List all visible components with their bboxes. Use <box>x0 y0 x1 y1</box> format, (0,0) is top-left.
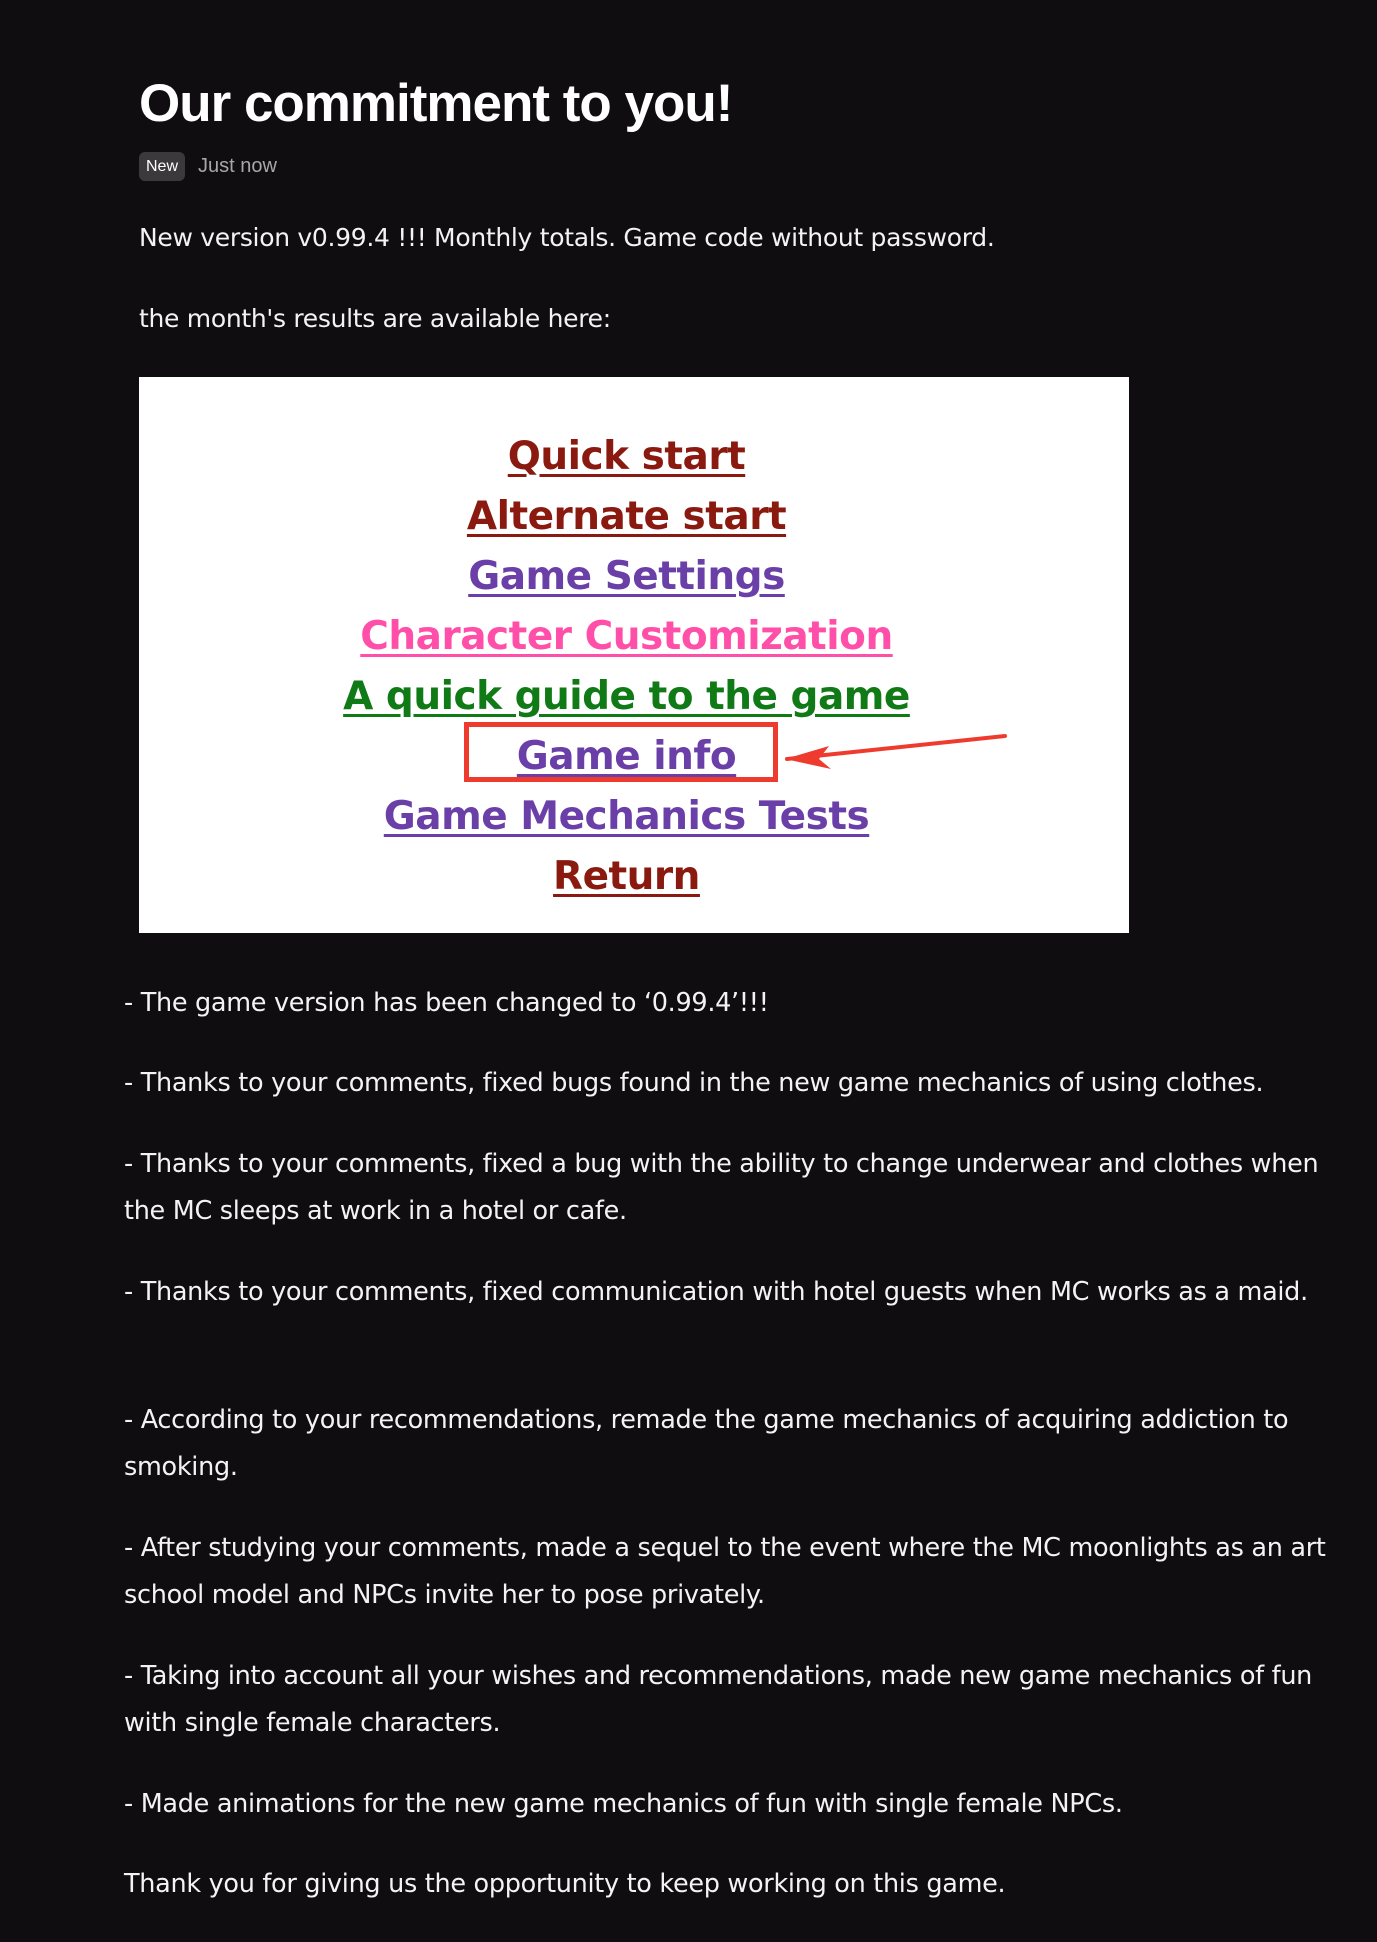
menu-item-game-settings: Game Settings <box>468 554 785 599</box>
post-timestamp: Just now <box>198 154 277 177</box>
results-note: the month's results are available here: <box>139 304 611 333</box>
menu-item-character-customization: Character Customization <box>360 614 893 659</box>
menu-item-alternate-start: Alternate start <box>466 494 787 539</box>
post-meta <box>139 150 277 182</box>
changelog-item: - Made animations for the new game mechanics of fun with single female NPCs. <box>124 1789 1123 1819</box>
closing-note: Thank you for giving us the opportunity to keep working on this game. <box>124 1869 1006 1899</box>
changelog-item: - Taking into account all your wishes and recommendations, made new game mechanics of fun with single female characters. <box>124 1661 1313 1738</box>
game-menu-screenshot[interactable] <box>139 377 1129 933</box>
changelog-item: - According to your recommendations, remade the game mechanics of acquiring addiction to smoking. <box>124 1405 1289 1482</box>
changelog-item: - After studying your comments, made a sequel to the event where the MC moonlights as an art school model and NPCs invite her to pose privately. <box>124 1533 1326 1610</box>
changelog-item: - Thanks to your comments, fixed communication with hotel guests when MC works as a maid. <box>124 1277 1308 1307</box>
highlight-box <box>464 722 778 782</box>
post-title: Our commitment to you! <box>139 74 733 133</box>
menu-item-quick-start: Quick start <box>507 434 746 479</box>
menu-item-return: Return <box>553 854 700 899</box>
menu-item-quick-guide: A quick guide to the game <box>343 674 910 719</box>
menu-item-game-info: Game info <box>516 734 737 779</box>
post-intro: New version v0.99.4 !!! Monthly totals. Game code without password. <box>139 223 995 252</box>
menu-item-game-mechanics-tests: Game Mechanics Tests <box>383 794 870 839</box>
changelog-item: - Thanks to your comments, fixed a bug with the ability to change underwear and clothes when the MC sleeps at work in a hotel or cafe. <box>124 1149 1319 1226</box>
arrow-icon <box>779 724 1009 784</box>
new-badge: New <box>139 152 185 181</box>
changelog-item: - The game version has been changed to ‘0.99.4’!!! <box>124 988 769 1018</box>
changelog-item: - Thanks to your comments, fixed bugs found in the new game mechanics of using clothes. <box>124 1068 1264 1098</box>
